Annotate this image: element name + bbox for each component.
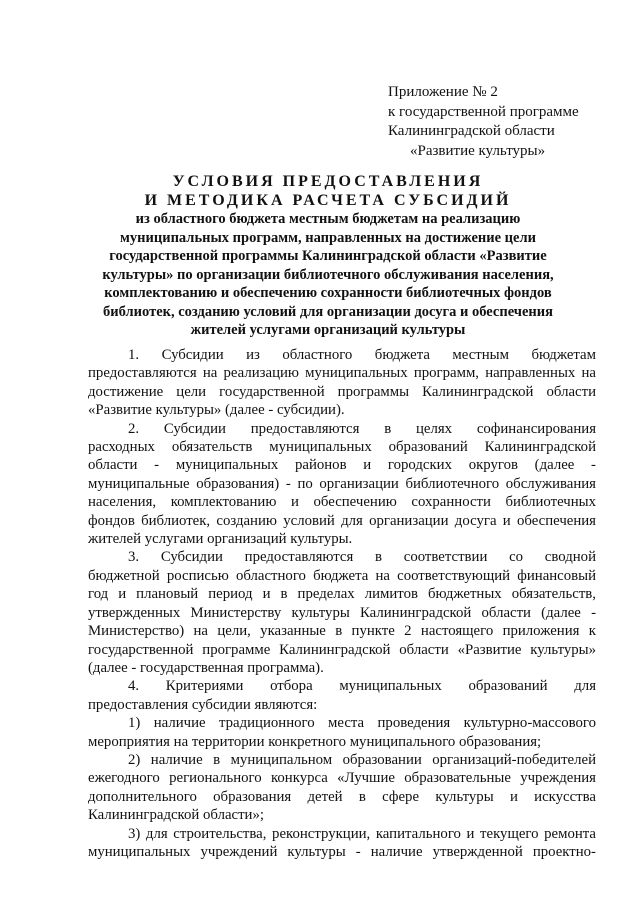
appendix-note (388, 83, 608, 161)
text-line: 2. Субсидии предоставляются в целях софинансирования (128, 420, 596, 437)
document-title (86, 172, 570, 340)
text-line: 1) наличие традиционного места проведения культурно-массового (128, 715, 596, 732)
subtitle-line: культуры» по организации библиотечного обслуживания населения, (102, 266, 554, 283)
title-line-1: УСЛОВИЯ ПРЕДОСТАВЛЕНИЯ (172, 173, 484, 190)
text-line: предоставляются на реализацию муниципальных программ, направленных на (88, 365, 596, 382)
text-line: муниципальные образования) - по организации библиотечного обслуживания (88, 475, 596, 492)
text-line: утвержденных Министерству культуры Калининградской области (далее - (88, 604, 596, 621)
paragraph-criterion-3 (88, 825, 596, 862)
text-line: расходных обязательств муниципальных образований Калининградской (88, 439, 596, 456)
appendix-line: «Развитие культуры» (410, 142, 546, 159)
document-body (88, 346, 596, 861)
text-line: год и плановый период и в пределах лимитов бюджетных обязательств, (88, 586, 596, 603)
text-line: 3. Субсидии предоставляются в соответствии со сводной (128, 549, 596, 566)
text-line: муниципальных учреждений культуры - наличие утвержденной проектно- (88, 843, 596, 860)
paragraph-2 (88, 420, 596, 549)
appendix-line: Калининградской области (388, 123, 555, 139)
text-line: 3) для строительства, реконструкции, капитального и текущего ремонта (128, 825, 596, 842)
text-line: населения, комплектованию и обеспечению сохранности библиотечных (88, 494, 596, 511)
text-line: 4. Критериями отбора муниципальных образований для (128, 678, 596, 695)
text-line: 1. Субсидии из областного бюджета местным бюджетам (128, 347, 596, 363)
text-line: достижение цели государственной программы Калининградской области (88, 383, 596, 400)
text-line: фондов библиотек, созданию условий для организации досуга и обеспечения (88, 512, 596, 529)
text-line: «Развитие культуры» (далее - субсидии). (88, 402, 345, 419)
subtitle-line: библиотек, созданию условий для организации досуга и обеспечения (103, 303, 553, 320)
text-line: предоставления субсидии являются: (88, 696, 318, 713)
paragraph-4 (88, 677, 596, 714)
text-line: бюджетной росписью областного бюджета на соответствующий финансовый (88, 567, 596, 584)
text-line: области - муниципальных районов и городских округов (далее - (88, 457, 596, 474)
subtitle-line: из областного бюджета местным бюджетам на реализацию (135, 211, 521, 227)
text-line: Калининградской области»; (88, 807, 264, 824)
subtitle-line: муниципальных программ, направленных на достижение цели (120, 229, 536, 246)
subtitle-line: жителей услугами организаций культуры (190, 322, 466, 338)
paragraph-1 (88, 346, 596, 420)
subtitle-line: комплектованию и обеспечению сохранности библиотечных фондов (104, 285, 552, 301)
paragraph-criterion-1 (88, 714, 596, 751)
title-line-2: И МЕТОДИКА РАСЧЕТА СУБСИДИЙ (144, 192, 512, 209)
text-line: государственной программе Калининградской области «Развитие культуры» (88, 641, 596, 658)
appendix-line: Приложение № 2 (388, 84, 498, 100)
text-line: ежегодного регионального конкурса «Лучшие образовательные учреждения (88, 770, 596, 787)
text-line: мероприятия на территории конкретного муниципального образования; (88, 733, 542, 750)
text-line: Министерство) на цели, указанные в пункте 2 настоящего приложения к (88, 623, 596, 640)
title-subtitle (86, 210, 570, 340)
paragraph-criterion-2 (88, 751, 596, 825)
text-line: 2) наличие в муниципальном образовании организаций-победителей (128, 751, 596, 768)
text-line: жителей услугами организаций культуры. (88, 531, 353, 548)
paragraph-3 (88, 548, 596, 677)
text-line: (далее - государственная программа). (88, 659, 324, 676)
text-line: дополнительного образования детей в сфере культуры и искусства (88, 788, 596, 805)
subtitle-line: государственной программы Калининградской области «Развитие (109, 248, 547, 264)
appendix-line: к государственной программе (388, 103, 579, 120)
